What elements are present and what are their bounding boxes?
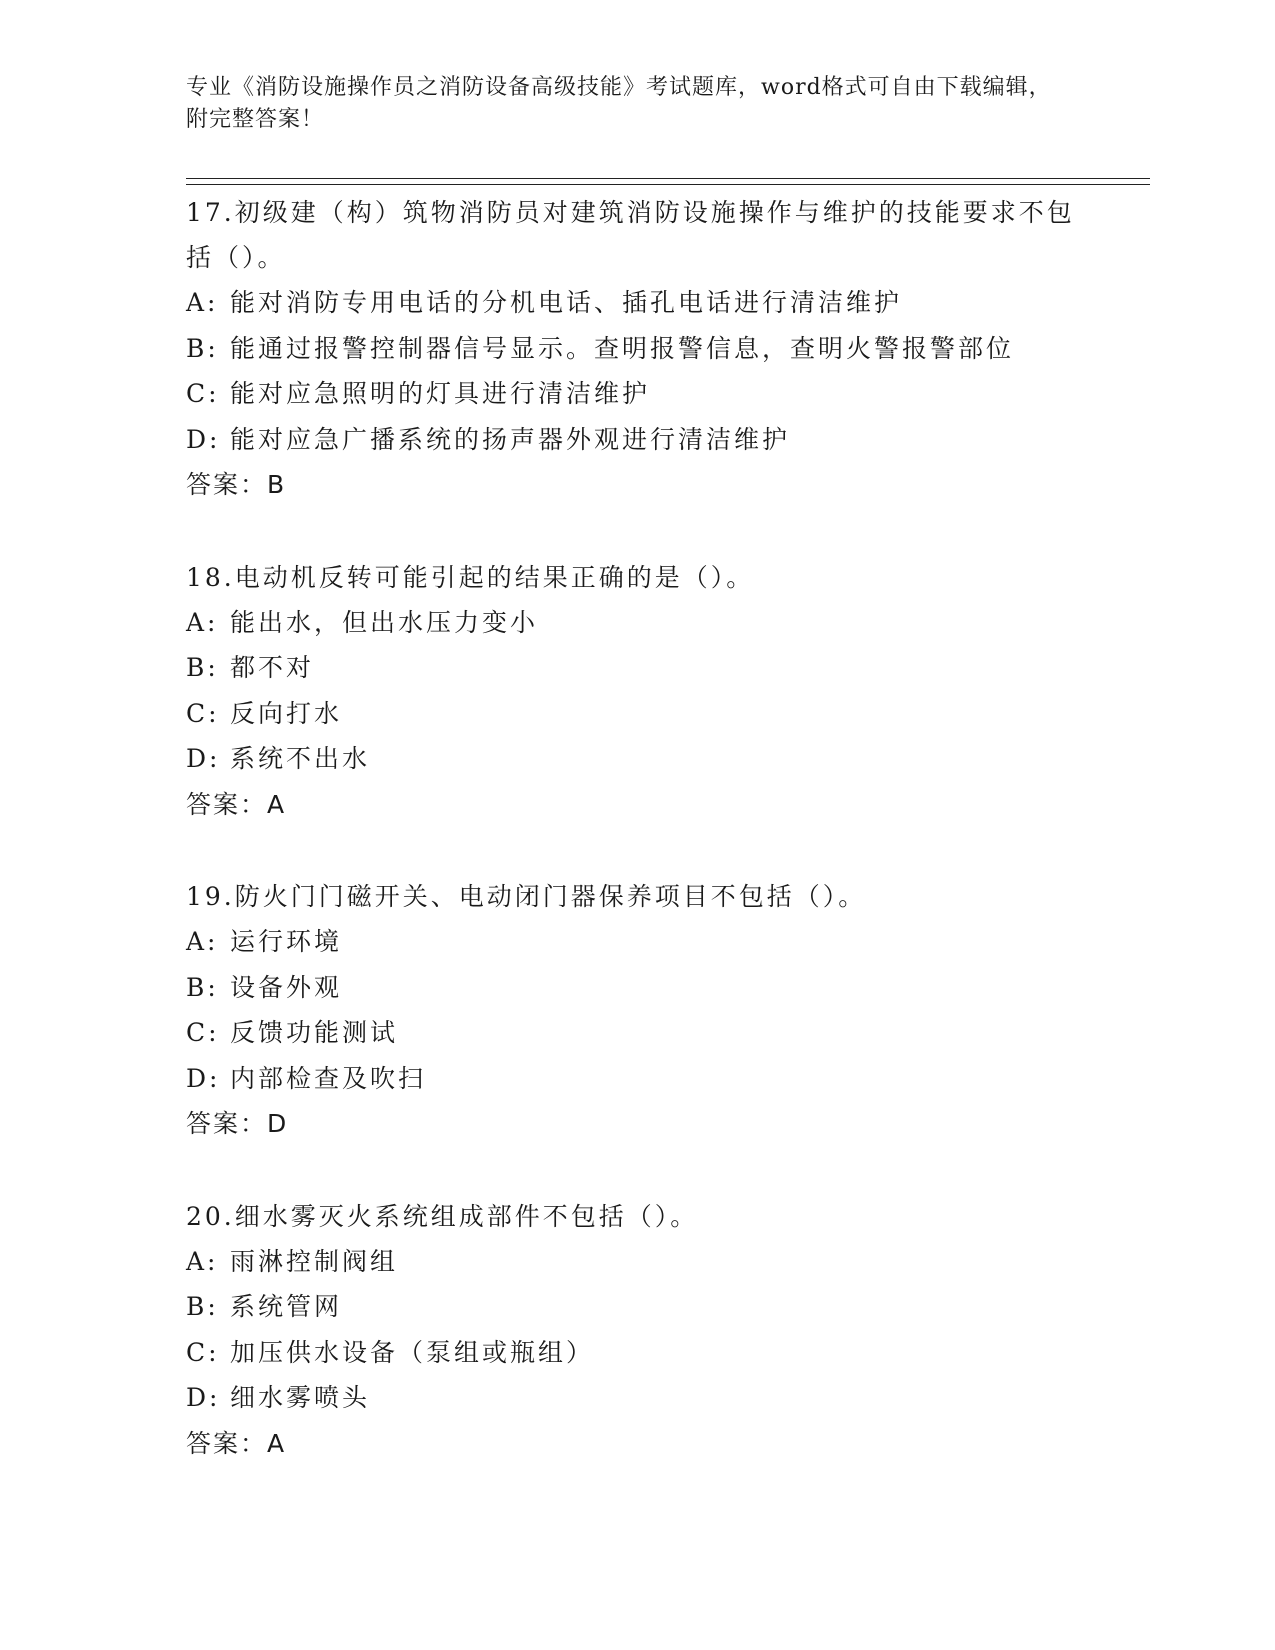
option-text: 系统不出水 bbox=[230, 744, 371, 773]
option-a bbox=[186, 1239, 1076, 1285]
option-d bbox=[186, 417, 1076, 463]
option-text: 设备外观 bbox=[230, 972, 343, 1002]
answer: 答案：D bbox=[186, 1109, 289, 1138]
question-list bbox=[186, 190, 1076, 1513]
option-text: 细水雾喷头 bbox=[230, 1383, 371, 1412]
question-stem: 19.防火门门磁开关、电动闭门器保养项目不包括（）。 bbox=[186, 882, 867, 911]
option-c bbox=[186, 691, 1076, 737]
option-text: 能通过报警控制器信号显示。查明报警信息，查明火警报警部位 bbox=[230, 333, 1015, 363]
option-letter: C: bbox=[186, 698, 220, 728]
header-rule-top bbox=[186, 178, 1150, 179]
option-text: 雨淋控制阀组 bbox=[230, 1246, 399, 1276]
answer: 答案：B bbox=[186, 470, 287, 499]
option-text: 能对消防专用电话的分机电话、插孔电话进行清洁维护 bbox=[230, 288, 903, 317]
document-header: 专业《消防设施操作员之消防设备高级技能》考试题库，word格式可自由下载编辑，附完整答案！ bbox=[186, 75, 1052, 132]
option-b bbox=[186, 965, 1076, 1011]
option-b bbox=[186, 326, 1076, 372]
option-b bbox=[186, 1284, 1076, 1330]
option-text: 反馈功能测试 bbox=[230, 1018, 399, 1047]
answer: 答案：A bbox=[186, 1428, 287, 1458]
option-letter: B: bbox=[186, 653, 219, 682]
question-17 bbox=[186, 190, 1076, 508]
question-20 bbox=[186, 1194, 1076, 1467]
question-18 bbox=[186, 555, 1076, 828]
option-text: 能对应急广播系统的扬声器外观进行清洁维护 bbox=[230, 424, 791, 454]
option-a bbox=[186, 280, 1076, 326]
option-b bbox=[186, 645, 1076, 691]
option-text: 都不对 bbox=[230, 653, 315, 682]
option-c bbox=[186, 1330, 1076, 1376]
option-letter: B: bbox=[186, 333, 219, 363]
option-text: 内部检查及吹扫 bbox=[230, 1063, 427, 1093]
option-text: 能对应急照明的灯具进行清洁维护 bbox=[230, 379, 651, 408]
option-text: 加压供水设备（泵组或瓶组） bbox=[230, 1337, 595, 1367]
header-rule-bottom bbox=[186, 184, 1150, 185]
option-d bbox=[186, 1056, 1076, 1102]
option-letter: A: bbox=[186, 288, 219, 317]
option-text: 能出水，但出水压力变小 bbox=[230, 607, 539, 637]
option-c bbox=[186, 1010, 1076, 1056]
question-stem: 17.初级建（构）筑物消防员对建筑消防设施操作与维护的技能要求不包括（）。 bbox=[186, 198, 1075, 272]
option-letter: C: bbox=[186, 1337, 220, 1367]
option-letter: C: bbox=[186, 379, 220, 408]
option-letter: A: bbox=[186, 927, 219, 956]
option-letter: D: bbox=[186, 424, 221, 454]
question-19 bbox=[186, 874, 1076, 1147]
option-letter: A: bbox=[186, 607, 219, 637]
option-letter: B: bbox=[186, 1292, 219, 1321]
option-a bbox=[186, 600, 1076, 646]
option-d bbox=[186, 736, 1076, 782]
question-stem: 18.电动机反转可能引起的结果正确的是（）。 bbox=[186, 562, 755, 592]
option-text: 反向打水 bbox=[230, 698, 343, 728]
option-letter: D: bbox=[186, 744, 221, 773]
option-c bbox=[186, 371, 1076, 417]
question-stem: 20.细水雾灭火系统组成部件不包括（）。 bbox=[186, 1201, 699, 1231]
option-d bbox=[186, 1375, 1076, 1421]
option-text: 系统管网 bbox=[230, 1292, 343, 1321]
option-letter: D: bbox=[186, 1383, 221, 1412]
option-letter: B: bbox=[186, 972, 219, 1002]
option-text: 运行环境 bbox=[230, 927, 343, 956]
answer: 答案：A bbox=[186, 789, 287, 819]
option-letter: A: bbox=[186, 1246, 219, 1276]
option-letter: D: bbox=[186, 1063, 221, 1093]
option-letter: C: bbox=[186, 1018, 220, 1047]
option-a bbox=[186, 919, 1076, 965]
